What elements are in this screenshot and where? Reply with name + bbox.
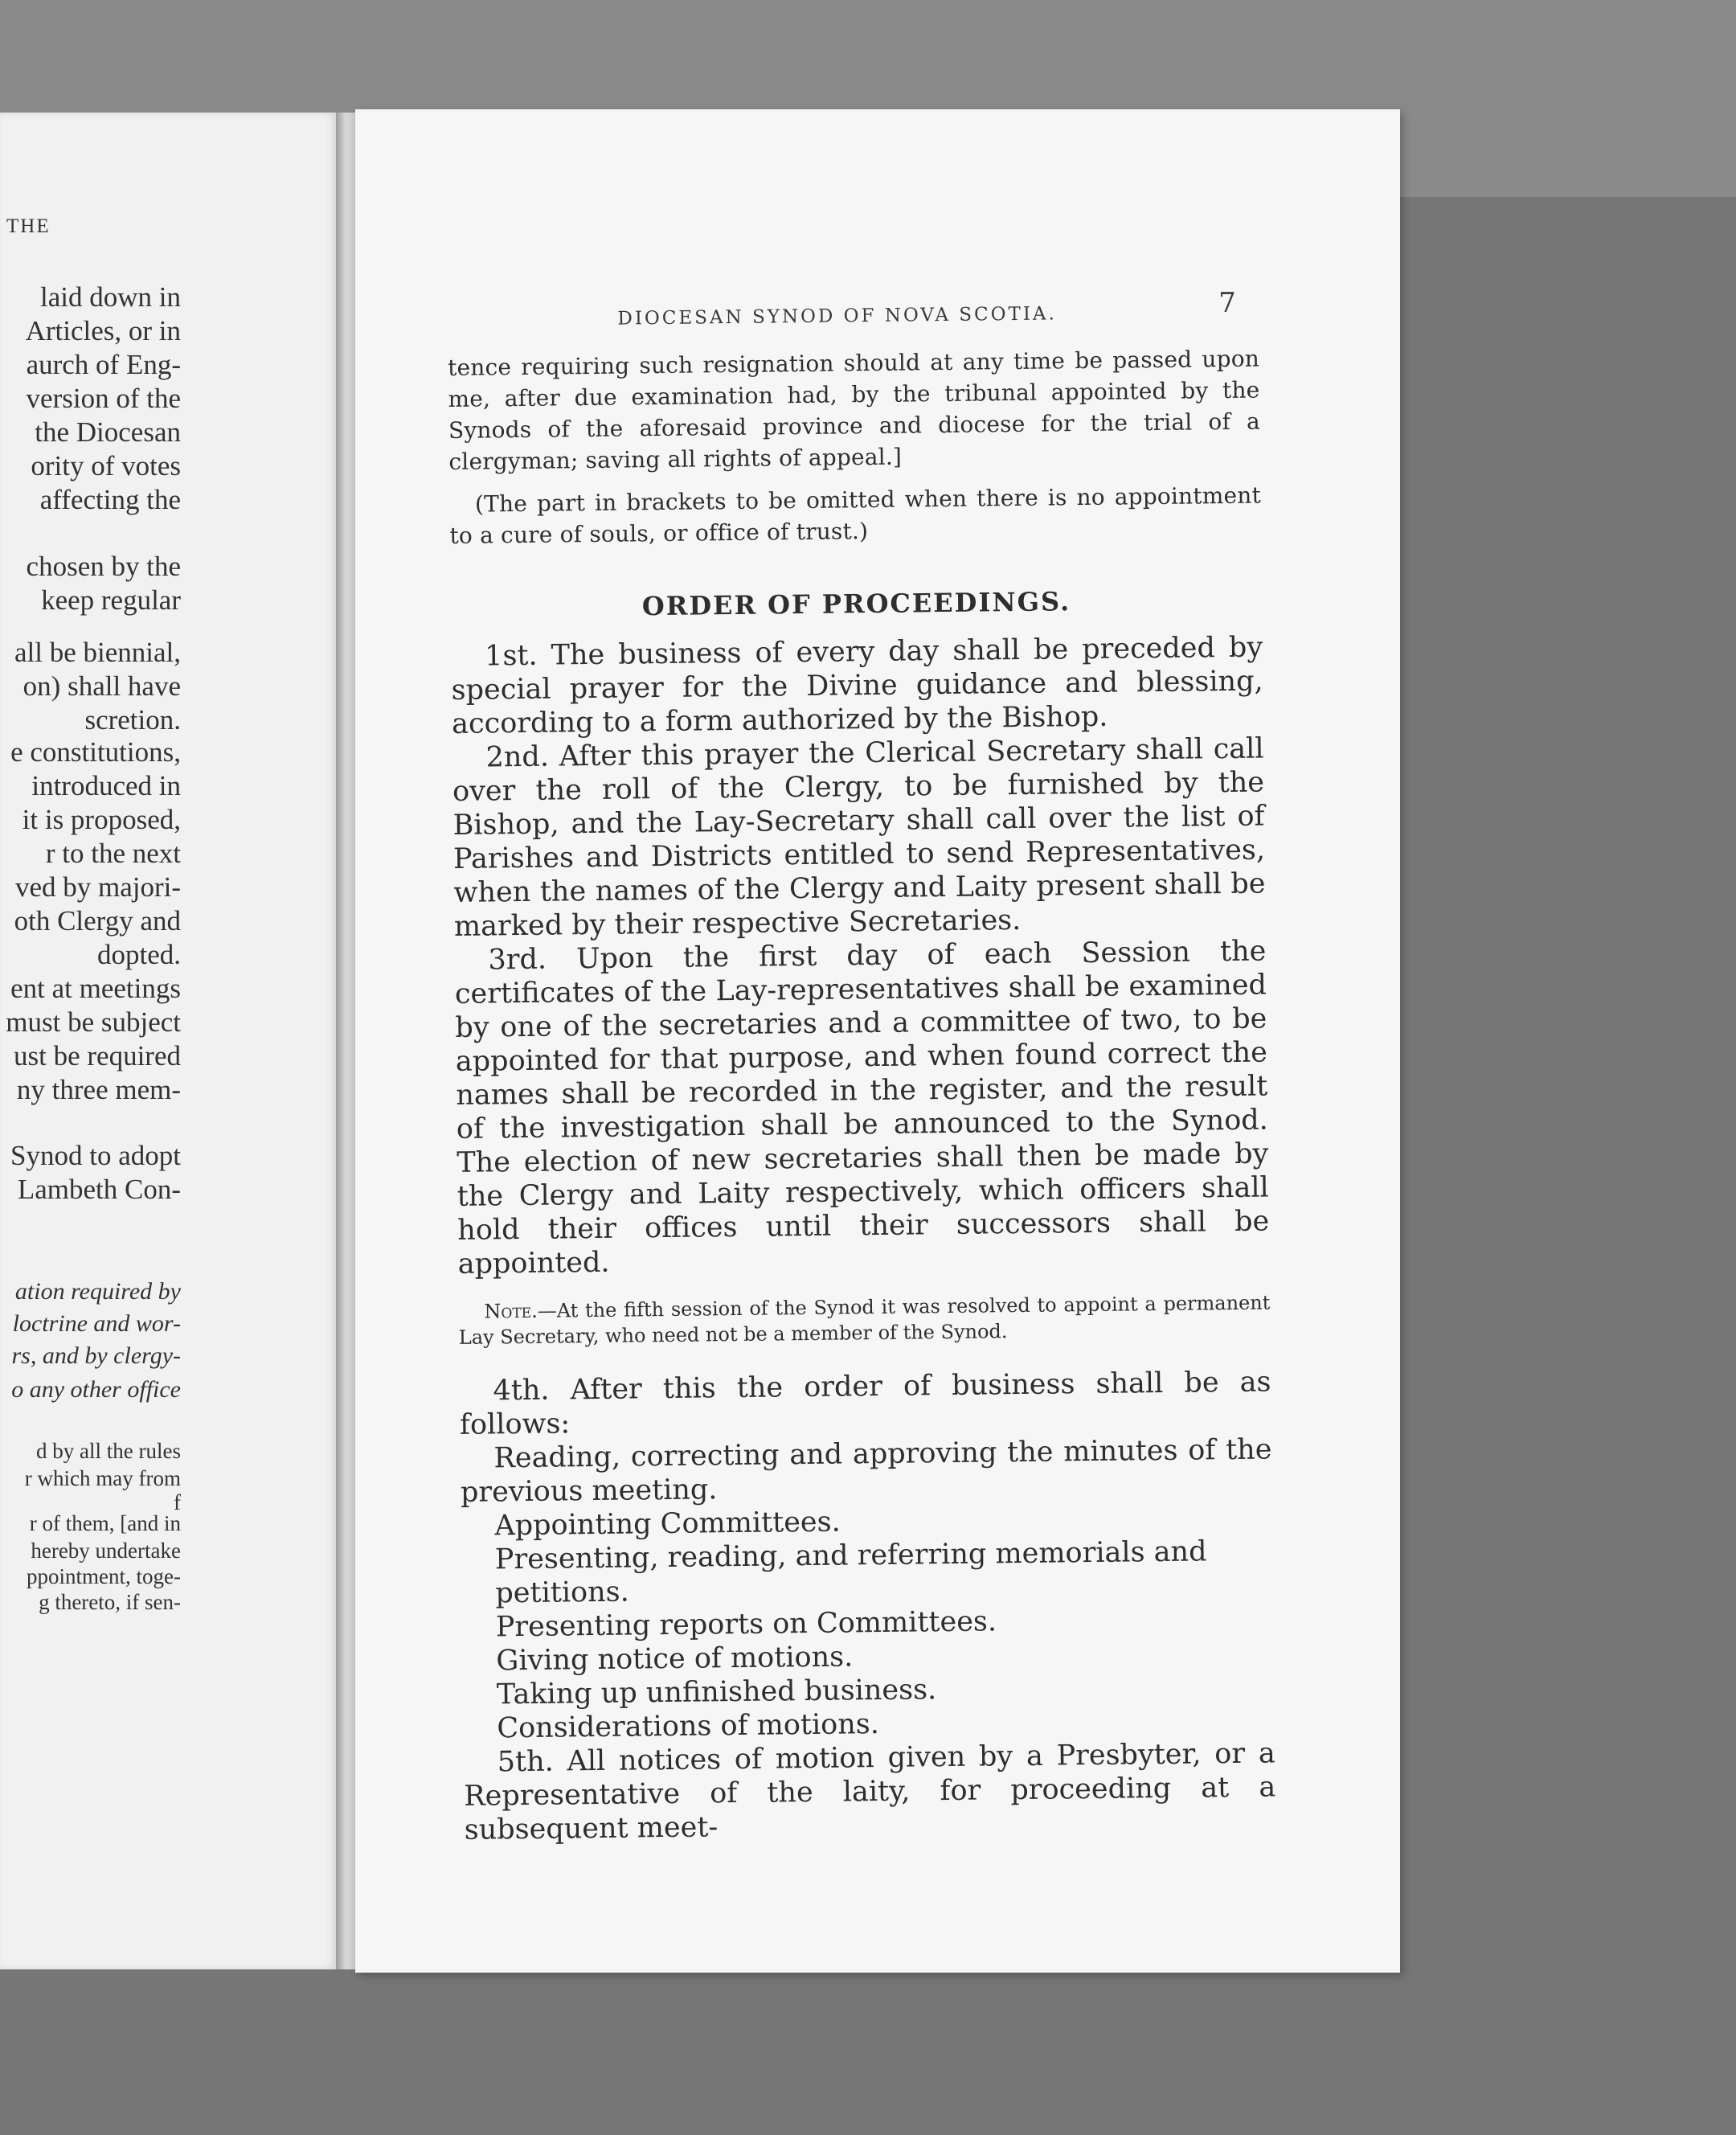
left-page-line: r of them, [and in: [29, 1511, 181, 1535]
rule-third: 3rd. Upon the first day of each Session the certificates of the Lay-representatives shall be examined by one of the secretaries and a committee of two, to be appointed for that purpose, and when found correct the names shall be recorded in the register, and the result of the investigation shall be announced to the Synod. The election of new secretaries shall then be made by the Clergy and Laity respectively, which officers shall hold their offices until their successors shall be appointed.: [454, 935, 1270, 1281]
left-page-line: affecting the: [39, 484, 181, 515]
note-label: Note.: [484, 1299, 538, 1323]
business-item: Presenting reports on Committees.: [495, 1605, 997, 1644]
book-spine: [336, 113, 357, 1969]
left-page-line: ppointment, toge-: [27, 1564, 181, 1588]
left-page-line: scretion.: [84, 704, 181, 736]
left-page-line: the Diocesan: [35, 416, 181, 448]
business-item: Considerations of motions.: [497, 1708, 880, 1745]
left-page-fragment: [0, 113, 338, 1969]
left-page-line: o any other office: [11, 1376, 181, 1403]
left-page-line: oth Clergy and: [14, 905, 181, 936]
rule-fourth-intro: 4th. After this the order of business shall be as follows:: [459, 1366, 1271, 1441]
left-page-line: Synod to adopt: [10, 1140, 181, 1171]
section-heading: ORDER OF PROCEEDINGS.: [641, 586, 1071, 622]
note: [458, 1289, 1271, 1350]
left-page-line: e constitutions,: [10, 736, 181, 768]
left-page-line: rs, and by clergy-: [11, 1342, 181, 1369]
left-page-line: it is proposed,: [22, 804, 181, 835]
left-page-line: ny three mem-: [16, 1074, 181, 1105]
left-page-line: aurch of Eng-: [26, 349, 181, 380]
left-page-line: ust be required: [14, 1040, 181, 1072]
left-page-line: hereby undertake: [31, 1539, 181, 1563]
rule-first: 1st. The business of every day shall be preceded by special prayer for the Divine guidance and blessing, according to a form authorized by the Bishop.: [451, 631, 1263, 740]
oath-continuation: tence requiring such resignation should at any time be passed upon me, after due examination had, by the tribunal appointed by the Synods of the aforesaid province and diocese for the trial of a clergyman; saving all rights of appeal.]: [447, 345, 1261, 475]
running-title: DIOCESAN SYNOD OF NOVA SCOTIA.: [617, 303, 1058, 330]
left-page-line: d by all the rules: [36, 1439, 181, 1463]
left-page-line: keep regular: [41, 584, 181, 616]
note-text: —At the fifth session of the Synod it was resolved to appoint a permanent Lay Secretary, who need not be a member of the Synod.: [458, 1291, 1271, 1349]
left-page-line: ation required by: [14, 1278, 181, 1305]
left-page-line: laid down in: [40, 281, 181, 313]
left-page-line: dopted.: [96, 939, 181, 970]
running-head: [447, 281, 1259, 338]
left-page-line: f: [174, 1490, 181, 1514]
business-item: Giving notice of motions.: [496, 1641, 854, 1678]
left-page-line: loctrine and wor-: [12, 1310, 181, 1337]
left-page-line: chosen by the: [26, 551, 181, 582]
left-page-line: ved by majori-: [14, 871, 181, 903]
rule-second: 2nd. After this prayer the Clerical Secretary shall call over the roll of the Clergy, to be furnished by the Bishop, and the Lay-Secretary shall call over the list of Parishes and Districts entitled to send Representatives, when the names of the Clergy and Laity present shall be marked by their respective Secretaries.: [452, 732, 1266, 943]
bracket-note: (The part in brackets to be omitted when there is no appointment to a cure of souls, or office of trust.): [449, 482, 1262, 549]
left-page-line: Articles, or in: [25, 315, 181, 346]
business-item: Presenting, reading, and referring memorials and petitions.: [494, 1535, 1207, 1610]
left-page-line: ority of votes: [31, 450, 181, 482]
left-page-line: r to the next: [45, 838, 181, 869]
left-page-line: Lambeth Con-: [17, 1174, 181, 1205]
business-item: Reading, correcting and approving the minutes of the previous meeting.: [460, 1433, 1272, 1509]
page-number: 7: [1218, 286, 1237, 320]
left-page-line: on) shall have: [23, 670, 181, 702]
left-page-line: version of the: [26, 383, 181, 414]
left-page-line: all be biennial,: [14, 637, 181, 668]
left-page-line: ent at meetings: [10, 973, 181, 1004]
rule-fifth: 5th. All notices of motion given by a Presbyter, or a Representative of the laity, for proceeding at a subsequent meet-: [464, 1737, 1276, 1846]
left-page-line: THE: [6, 215, 51, 237]
left-page-line: r which may from: [24, 1466, 181, 1490]
left-page-line: introduced in: [31, 770, 181, 801]
business-item: Appointing Committees.: [494, 1506, 841, 1543]
left-page-line: must be subject: [6, 1006, 181, 1038]
page-body: [447, 281, 1276, 1847]
left-page-line: g thereto, if sen-: [39, 1590, 181, 1614]
business-item: Taking up unfinished business.: [496, 1674, 937, 1711]
